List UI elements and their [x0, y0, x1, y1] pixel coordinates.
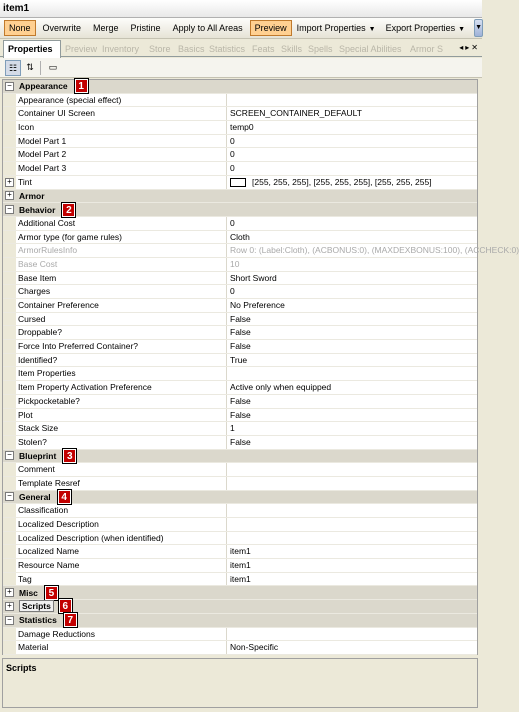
row-gutter: [3, 628, 16, 641]
property-value: Row 0: (Label:Cloth), (ACBONUS:0), (MAXDEXBONUS:100), (ACCHECK:0): [230, 245, 519, 256]
callout-badge: 5: [45, 586, 58, 600]
property-row[interactable]: [3, 272, 477, 286]
category-label: Misc: [19, 587, 38, 598]
row-gutter: [3, 532, 16, 545]
property-name: Cursed: [16, 313, 227, 326]
preview-button[interactable]: Preview: [250, 20, 292, 36]
row-gutter: [3, 395, 16, 408]
category-misc[interactable]: [3, 586, 477, 600]
category-label: Blueprint: [19, 450, 57, 461]
property-row[interactable]: [3, 299, 477, 313]
tab-feats[interactable]: Feats: [252, 44, 275, 54]
row-gutter: [3, 340, 16, 353]
blueprint-properties: [3, 463, 477, 490]
property-row[interactable]: [3, 381, 477, 395]
chevron-left-icon[interactable]: ◂: [459, 43, 466, 52]
tint-value: [255, 255, 255], [255, 255, 255], [255, 255, 255]: [252, 176, 432, 187]
property-row[interactable]: [3, 231, 477, 245]
chevron-down-icon: ▼: [368, 26, 376, 33]
property-row[interactable]: [3, 340, 477, 354]
import-properties-dropdown[interactable]: [292, 20, 381, 36]
property-value[interactable]: False: [230, 409, 251, 420]
property-name: Item Properties: [16, 367, 227, 380]
property-name: Identified?: [16, 354, 227, 367]
property-value[interactable]: 0: [230, 163, 235, 174]
row-gutter: [3, 463, 16, 476]
property-name: Stolen?: [16, 436, 227, 449]
property-name: Comment: [16, 463, 227, 476]
property-value[interactable]: SCREEN_CONTAINER_DEFAULT: [230, 108, 362, 119]
category-label: Behavior: [19, 204, 56, 215]
tab-special-abilities[interactable]: Special Abilities: [339, 44, 402, 54]
property-name: Damage Reductions: [16, 628, 227, 641]
property-row-tint[interactable]: [3, 176, 477, 190]
property-name: Item Property Activation Preference: [16, 381, 227, 394]
property-name: Force Into Preferred Container?: [16, 340, 227, 353]
property-name: Stack Size: [16, 422, 227, 435]
property-value[interactable]: temp0: [230, 122, 254, 133]
row-gutter: [3, 272, 16, 285]
import-properties-label: Import Properties: [296, 23, 366, 33]
property-row[interactable]: [3, 285, 477, 299]
property-grid: [2, 79, 519, 655]
expand-icon[interactable]: +: [5, 191, 14, 200]
category-armor[interactable]: [3, 190, 477, 204]
chevron-down-icon: ▼: [458, 26, 466, 33]
property-name: Base Item: [16, 272, 227, 285]
property-name: Model Part 1: [16, 135, 227, 148]
property-name: Localized Name: [16, 545, 227, 558]
color-swatch[interactable]: [230, 178, 246, 187]
property-value[interactable]: 1: [230, 423, 235, 434]
statistics-properties: [3, 628, 477, 655]
property-value[interactable]: False: [230, 313, 251, 324]
row-gutter: [3, 121, 16, 134]
callout-badge: 6: [59, 599, 72, 613]
property-row[interactable]: [3, 217, 477, 231]
toolbar-separator: [40, 61, 41, 75]
apply-to-all-areas-button[interactable]: Apply to All Areas: [172, 23, 243, 33]
collapse-icon[interactable]: −: [5, 82, 14, 91]
tab-basics[interactable]: Basics: [178, 44, 205, 54]
callout-badge: 7: [64, 613, 77, 627]
row-gutter: [3, 367, 16, 380]
property-name: Plot: [16, 409, 227, 422]
property-name: Pickpocketable?: [16, 395, 227, 408]
property-row[interactable]: [3, 94, 477, 108]
merge-button[interactable]: Merge: [93, 23, 119, 33]
property-row[interactable]: [3, 532, 477, 546]
row-gutter: [3, 436, 16, 449]
property-row[interactable]: [3, 436, 477, 450]
property-value[interactable]: item1: [230, 546, 251, 557]
window-title: item1: [0, 0, 482, 18]
row-gutter: [3, 258, 16, 271]
property-value[interactable]: False: [230, 436, 251, 447]
category-label: Armor: [19, 190, 45, 201]
expand-icon[interactable]: +: [5, 588, 14, 597]
category-label: Scripts: [19, 600, 54, 612]
category-statistics[interactable]: [3, 614, 477, 628]
property-row[interactable]: [3, 121, 477, 135]
property-row[interactable]: [3, 107, 477, 121]
property-name: ArmorRulesInfo: [16, 244, 227, 257]
row-gutter: [3, 285, 16, 298]
callout-badge: 4: [58, 490, 71, 504]
row-gutter: [3, 135, 16, 148]
tab-statistics[interactable]: Statistics: [209, 44, 246, 54]
property-name: Icon: [16, 121, 227, 134]
collapse-icon[interactable]: −: [5, 205, 14, 214]
none-button[interactable]: None: [4, 20, 36, 36]
property-name: Base Cost: [16, 258, 227, 271]
property-row[interactable]: [3, 504, 477, 518]
close-icon[interactable]: ✕: [471, 43, 480, 52]
property-value[interactable]: [227, 176, 477, 189]
property-row[interactable]: [3, 628, 477, 642]
category-behavior[interactable]: [3, 203, 477, 217]
row-gutter: [3, 477, 16, 490]
tab-armor-set[interactable]: Armor S: [410, 44, 444, 54]
property-name: Material: [16, 641, 227, 654]
property-pages-icon[interactable]: ▭: [48, 62, 58, 72]
property-row[interactable]: [3, 258, 477, 272]
property-value[interactable]: False: [230, 327, 251, 338]
property-row[interactable]: [3, 313, 477, 327]
row-gutter: [3, 299, 16, 312]
property-grid-toolbar: [0, 58, 482, 78]
property-row[interactable]: [3, 367, 477, 381]
collapse-icon[interactable]: −: [5, 616, 14, 625]
tab-spells[interactable]: Spells: [308, 44, 333, 54]
collapse-icon[interactable]: −: [5, 492, 14, 501]
callout-badge: 3: [63, 449, 76, 463]
row-gutter: [3, 244, 16, 257]
row-gutter: [3, 409, 16, 422]
property-name: Model Part 3: [16, 162, 227, 175]
category-general[interactable]: [3, 491, 477, 505]
property-value[interactable]: item1: [230, 560, 251, 571]
property-value[interactable]: True: [230, 354, 248, 365]
property-name: Appearance (special effect): [16, 94, 227, 107]
chevron-down-icon: ▼: [475, 24, 482, 31]
row-gutter: [3, 94, 16, 107]
property-name: Classification: [16, 504, 227, 517]
property-name: Droppable?: [16, 326, 227, 339]
row-gutter: [3, 559, 16, 572]
property-row[interactable]: [3, 573, 477, 587]
merge-toolbar: [0, 18, 482, 39]
expand-icon[interactable]: +: [5, 602, 14, 611]
collapse-icon[interactable]: −: [5, 451, 14, 460]
property-name: Container UI Screen: [16, 107, 227, 120]
property-value[interactable]: Short Sword: [230, 272, 277, 283]
row-gutter: [3, 641, 16, 654]
row-gutter: [3, 545, 16, 558]
row-gutter: [3, 422, 16, 435]
property-name: Tag: [16, 573, 227, 586]
pristine-button[interactable]: Pristine: [130, 23, 161, 33]
row-gutter: [3, 354, 16, 367]
property-row[interactable]: [3, 518, 477, 532]
export-properties-dropdown[interactable]: [381, 20, 470, 36]
property-value[interactable]: 0: [230, 149, 235, 160]
category-label: Statistics: [19, 615, 57, 626]
property-value[interactable]: item1: [230, 573, 251, 584]
property-value[interactable]: Non-Specific: [230, 642, 279, 653]
tab-store[interactable]: Store: [149, 44, 171, 54]
property-row[interactable]: [3, 409, 477, 423]
property-row[interactable]: [3, 135, 477, 149]
row-gutter: [3, 573, 16, 586]
row-gutter: [3, 313, 16, 326]
row-gutter: [3, 107, 16, 120]
property-value[interactable]: No Preference: [230, 300, 285, 310]
property-name: Localized Description (when identified): [16, 532, 227, 545]
behavior-properties: [3, 217, 519, 450]
property-row[interactable]: [3, 395, 477, 409]
property-name: Container Preference: [16, 299, 227, 312]
property-name: Additional Cost: [16, 217, 227, 230]
tab-preview[interactable]: Preview: [65, 44, 98, 54]
property-value: 10: [230, 258, 240, 269]
row-gutter: [3, 518, 16, 531]
row-gutter: [3, 176, 16, 189]
row-gutter: [3, 148, 16, 161]
property-value[interactable]: Active only when equipped: [230, 382, 332, 393]
description-pane: [2, 658, 478, 708]
tab-properties[interactable]: Properties: [3, 40, 61, 58]
row-gutter: [3, 381, 16, 394]
chevron-right-icon[interactable]: ▸: [465, 43, 472, 52]
overwrite-button[interactable]: Overwrite: [42, 23, 82, 33]
property-row[interactable]: [3, 463, 477, 477]
property-row[interactable]: [3, 326, 477, 340]
property-name: Model Part 2: [16, 148, 227, 161]
expand-icon[interactable]: +: [5, 178, 14, 187]
property-row[interactable]: [3, 244, 519, 258]
row-gutter: [3, 326, 16, 339]
property-row[interactable]: [3, 477, 477, 491]
description-title: Scripts: [6, 663, 37, 673]
tab-strip: [0, 40, 482, 57]
category-appearance[interactable]: [3, 80, 477, 94]
property-value[interactable]: False: [230, 395, 251, 406]
property-row[interactable]: [3, 641, 477, 655]
property-name: Resource Name: [16, 559, 227, 572]
property-row[interactable]: [3, 559, 477, 573]
appearance-properties: [3, 94, 477, 176]
property-value[interactable]: False: [230, 341, 251, 352]
property-value[interactable]: 0: [230, 135, 235, 146]
property-row[interactable]: [3, 545, 477, 559]
property-name: Template Resref: [16, 477, 227, 490]
callout-badge: 2: [62, 203, 75, 217]
toolbar-overflow-button[interactable]: [474, 19, 483, 37]
property-value[interactable]: 0: [230, 286, 235, 297]
property-row[interactable]: [3, 148, 477, 162]
category-scripts[interactable]: [3, 600, 477, 614]
property-row[interactable]: [3, 354, 477, 368]
tab-scroll-controls: [459, 43, 480, 52]
row-gutter: [3, 217, 16, 230]
property-name: Armor type (for game rules): [16, 231, 227, 244]
property-name: Charges: [16, 285, 227, 298]
tab-inventory[interactable]: Inventory: [102, 44, 140, 54]
property-value[interactable]: Cloth: [230, 231, 250, 242]
property-row[interactable]: [3, 162, 477, 176]
export-properties-label: Export Properties: [385, 23, 456, 33]
row-gutter: [3, 231, 16, 244]
row-gutter: [3, 162, 16, 175]
categorized-view-icon[interactable]: ☷: [5, 60, 21, 76]
callout-badge: 1: [75, 79, 88, 93]
alphabetical-sort-icon[interactable]: ⇅: [26, 62, 34, 72]
category-label: General: [19, 491, 51, 502]
property-name: Localized Description: [16, 518, 227, 531]
property-value[interactable]: 0: [230, 217, 235, 228]
category-blueprint[interactable]: [3, 450, 477, 464]
category-label: Appearance: [19, 81, 68, 92]
property-row[interactable]: [3, 422, 477, 436]
general-properties: [3, 504, 477, 586]
tab-skills[interactable]: Skills: [281, 44, 303, 54]
property-name: Tint: [16, 176, 227, 189]
row-gutter: [3, 504, 16, 517]
